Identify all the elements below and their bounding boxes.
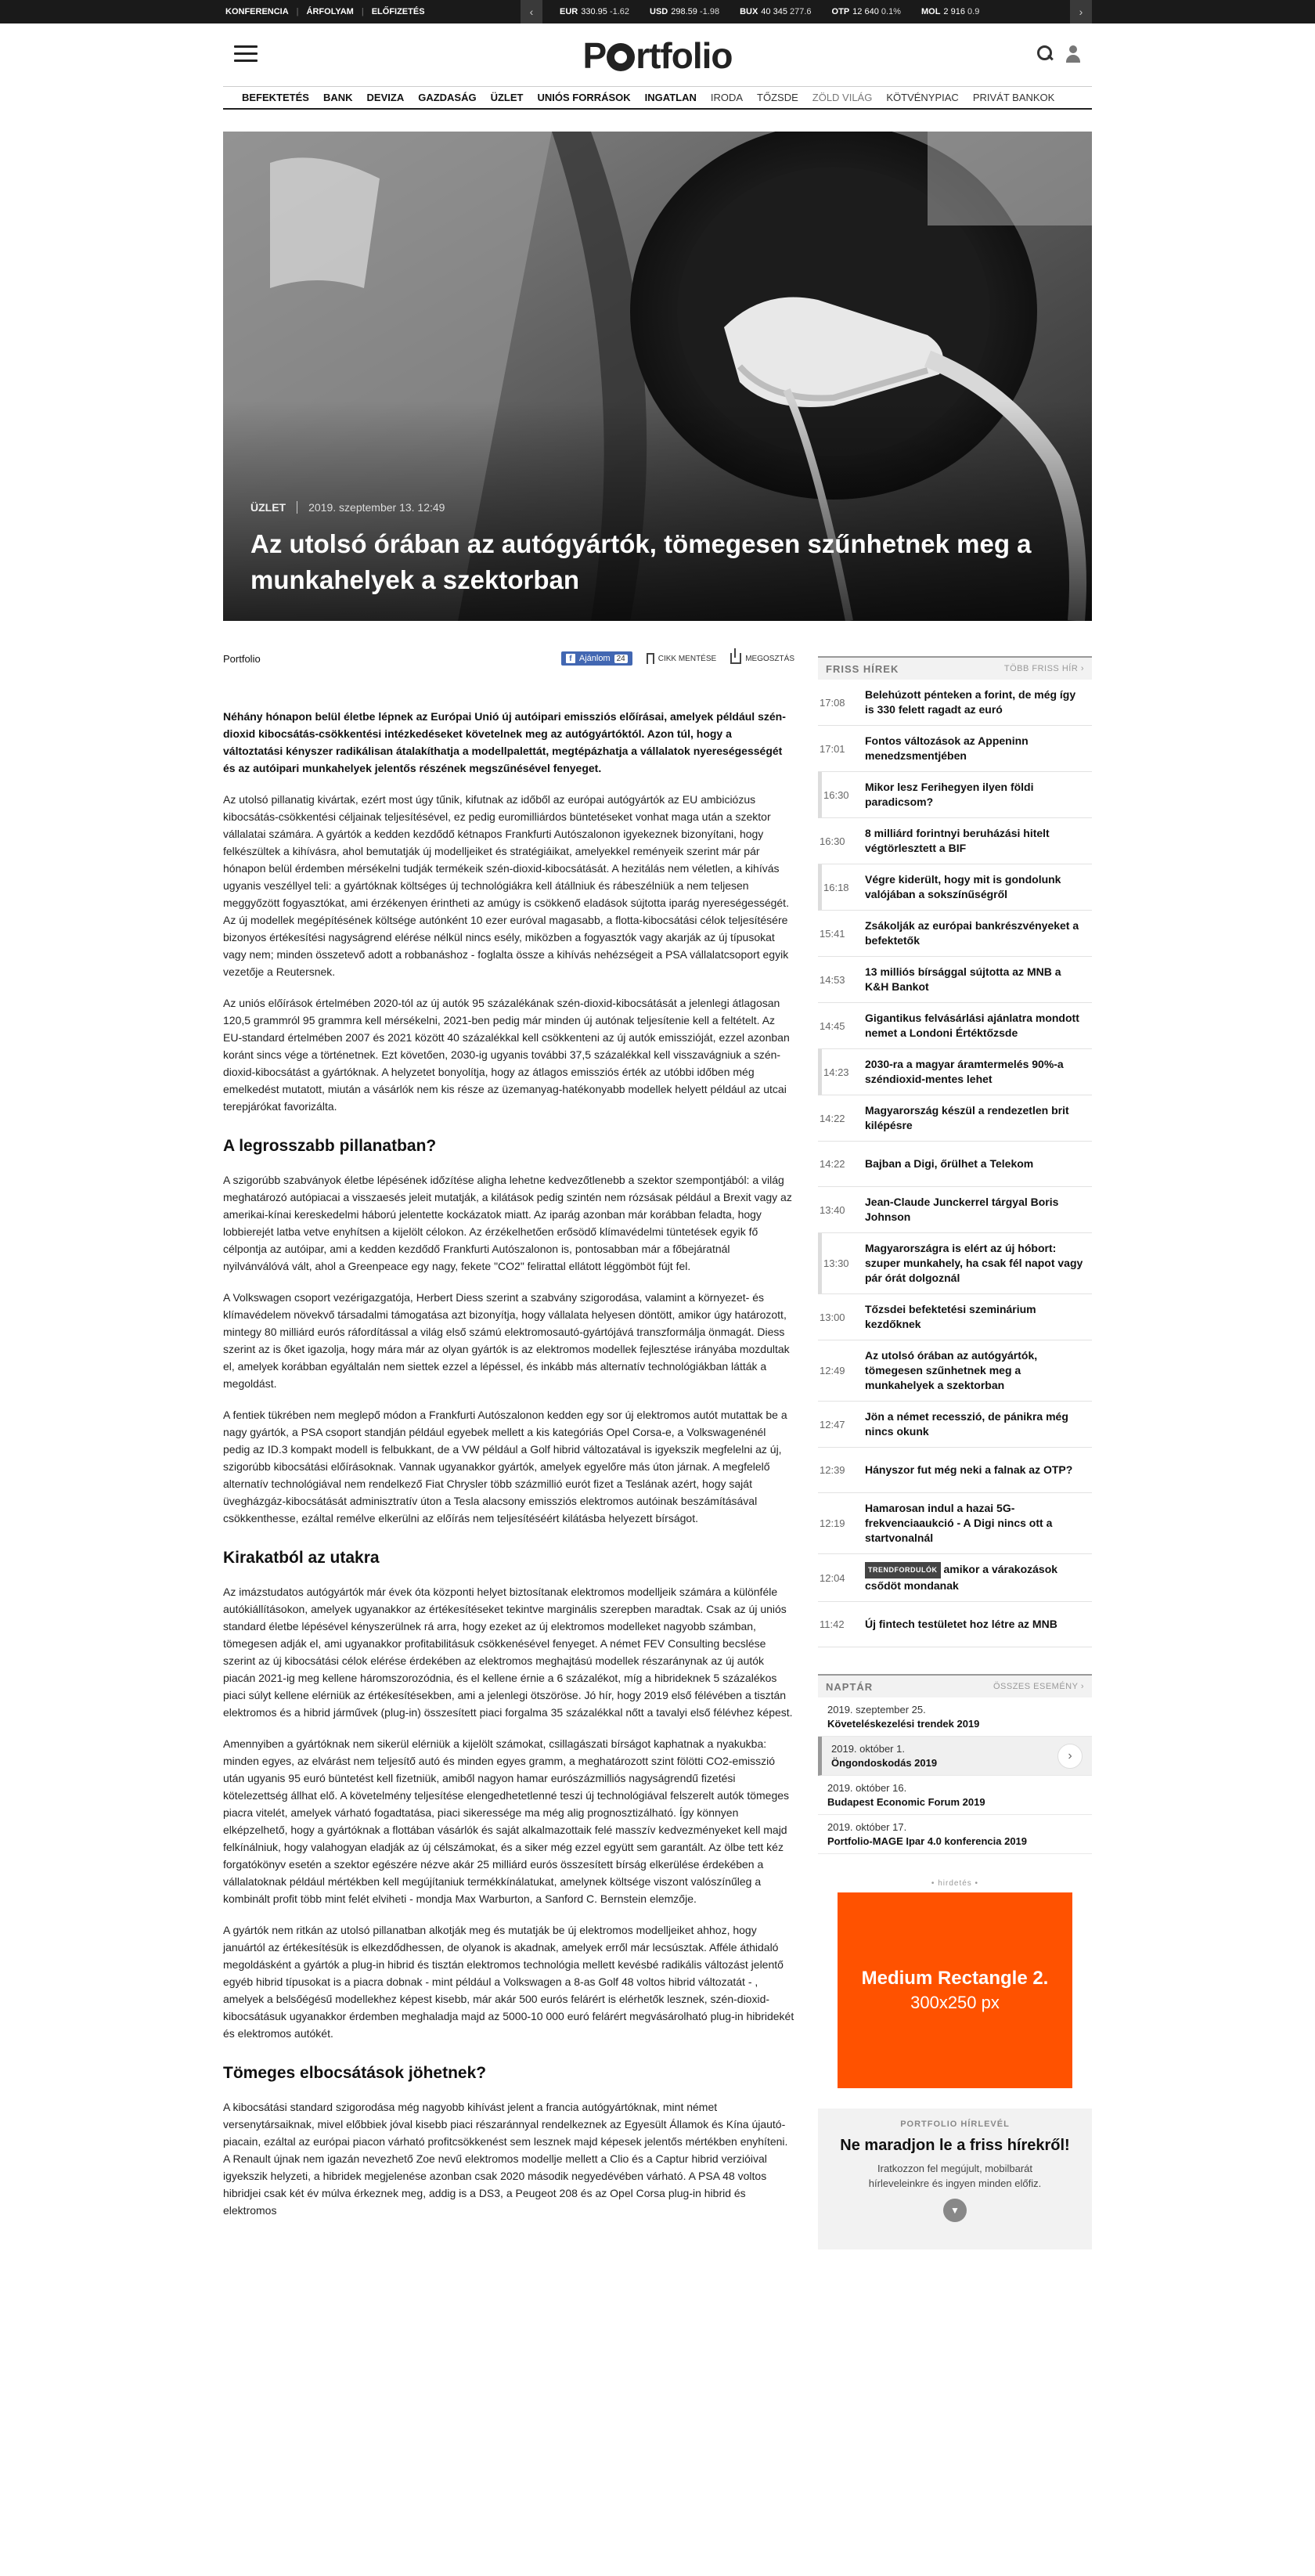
ticker-item-bux[interactable]: BUX 40 345 277.6: [740, 7, 812, 16]
separator: |: [361, 7, 364, 16]
news-item[interactable]: [818, 1602, 1092, 1647]
share-button[interactable]: MEGOSZTÁS: [730, 653, 794, 664]
newsletter-box: [818, 2109, 1092, 2249]
save-article-button[interactable]: CIKK MENTÉSE: [647, 653, 716, 664]
news-time: 13:30: [823, 1257, 849, 1269]
ad-size: 300x250 px: [910, 1993, 1000, 2012]
article-lead: Néhány hónapon belül életbe lépnek az Európai Unió új autóipari emissziós előírásai, amelyek például szén-dioxid kibocsátás-csökkentési intézkedéseket követelnek meg az autógyártóktól. Azon túl, hogy a változtatási kényszer radikálisan átalakíthatja a modellpalettát, megtépázhatja a vállalatok nyereségességét és az autóipari munkahelyek jelentős részének megszűnésével fenyeget.: [223, 710, 786, 774]
news-title: [865, 780, 1092, 810]
chevron-right-icon[interactable]: ›: [1057, 1744, 1083, 1769]
news-time: 17:08: [820, 696, 845, 709]
news-title-text: Jean-Claude Junckerrel tárgyal Boris Johnson: [865, 1196, 1059, 1223]
news-title-text: Fontos változások az Appeninn menedzsmentjében: [865, 734, 1029, 762]
calendar-event[interactable]: [818, 1737, 1092, 1776]
nav-item-5[interactable]: UNIÓS FORRÁSOK: [537, 92, 631, 103]
article-content: [223, 791, 794, 2219]
nav-item-11[interactable]: PRIVÁT BANKOK: [972, 92, 1055, 103]
news-title: [865, 1562, 1092, 1593]
news-item[interactable]: [818, 818, 1092, 864]
article-title: Az utolsó órában az autógyártók, tömegesen szűnhetnek meg a munkahelyek a szektorban: [250, 529, 1032, 594]
top-links: [225, 0, 425, 23]
news-item[interactable]: [818, 1448, 1092, 1493]
more-news-link[interactable]: TÖBB FRISS HÍR ›: [1003, 664, 1084, 673]
ticker-item-otp[interactable]: OTP 12 640 0.1%: [831, 7, 901, 16]
news-item[interactable]: [818, 1095, 1092, 1142]
facebook-like-button[interactable]: f Ajánlom 24: [561, 651, 632, 666]
news-item[interactable]: [818, 1554, 1092, 1602]
news-time: 12:19: [820, 1517, 845, 1529]
news-title: [865, 1103, 1092, 1133]
news-title: [865, 1057, 1092, 1087]
portfolio-logo[interactable]: P rtfolio: [582, 35, 733, 76]
news-title-text: Az utolsó órában az autógyártók, tömegesen szűnhetnek meg a munkahelyek a szektorban: [865, 1349, 1038, 1391]
main-nav: [223, 86, 1092, 110]
search-icon[interactable]: [1037, 45, 1053, 61]
top-link-elofizetes[interactable]: ELŐFIZETÉS: [371, 7, 425, 16]
news-item[interactable]: [818, 726, 1092, 772]
news-time: 12:49: [820, 1365, 845, 1376]
chevron-down-icon[interactable]: ▼: [943, 2199, 967, 2222]
medium-rectangle-ad[interactable]: [838, 1892, 1072, 2088]
news-time: 14:22: [820, 1112, 845, 1124]
article-subheading: Kirakatból az utakra: [223, 1549, 380, 1567]
article-paragraph: Az imázstudatos autógyártók már évek óta központi helyet biztosítanak elektromos modelljeik számára a különféle autókiállításokon, amelyek ugyanakkor az értékesítéseket tekintve marginális szerepben maradtak. Csak az új uniós standard életbe lépésével kényszerülnek rá arra, hogy ezeket az új elektromos modelleket nagyobb számban, tömegesen adják el, ami ugyanakkor profitabilitásuk csökkenésével fenyeget. A német FEV Consulting becslése szerint az új kibocsátási célok elérése érdekében az elektromos meghajtású modellek részaránynak az új autók piacán 2021-ig meg kellene háromszorozódnia, és el kellene érnie a 6 százalékot, míg a hibrideknek 5 százalékos piaci súlyt kellene elérniük az értékesítésekben, ami a jelenlegi ötszöröse. Jó hír, hogy 2019 első félévében a tisztán elektromos és a hibrid járművek (plug-in) összesített piaci forgalma 35 százalékkal nőtt a tavalyi első félévhez képest.: [223, 1586, 793, 1719]
user-icon[interactable]: [1065, 45, 1081, 63]
article-subheading: A legrosszabb pillanatban?: [223, 1137, 437, 1155]
news-time: 17:01: [820, 742, 845, 755]
news-title-text: Mikor lesz Ferihegyen ilyen földi paradicsom?: [865, 781, 1034, 808]
news-title: [865, 1617, 1092, 1632]
newsletter-kicker: PORTFOLIO HÍRLEVÉL: [900, 2120, 1010, 2129]
news-title-text: 8 milliárd forintnyi beruházási hitelt végtörlesztett a BIF: [865, 827, 1050, 854]
event-date: 2019. október 16.: [827, 1782, 907, 1794]
news-item[interactable]: [818, 1187, 1092, 1233]
news-title: [865, 965, 1092, 994]
event-name: Követeléskezelési trendek 2019: [827, 1718, 980, 1730]
nav-item-2[interactable]: DEVIZA: [366, 92, 405, 103]
news-time: 12:04: [820, 1571, 845, 1584]
article-actions: [561, 651, 794, 666]
news-item[interactable]: [818, 1402, 1092, 1448]
news-title-text: Gigantikus felvásárlási ajánlatra mondott nemet a Londoni Értéktőzsde: [865, 1012, 1079, 1039]
calendar-event[interactable]: [818, 1815, 1092, 1854]
news-title: [865, 1409, 1092, 1439]
news-title: [865, 826, 1092, 856]
news-time: 15:41: [820, 927, 845, 940]
news-item[interactable]: [818, 1340, 1092, 1402]
news-title-text: Zsákolják az európai bankrészvényeket a befektetők: [865, 919, 1079, 947]
event-date: 2019. október 17.: [827, 1821, 907, 1833]
ticker-items: [542, 7, 1070, 16]
article-paragraph: Az uniós előírások értelmében 2020-tól az új autók 95 százalékának szén-dioxid-kibocsátását a jelenlegi átlagosan 120,5 grammról 95 grammra kell mérsékelni, 2021-ben pedig már minden új autónak teljesítenie kell a feltételt. Az EU-standard értelmében 2007 és 2021 között 40 százalékkal kell csökkenteni az új autók emisszióját, ezzel azonban koránt sincs vége a történetnek. Ezt követően, 2030-ig ugyanis további 37,5 százalékkal kell visszavágniuk a szén-dioxid-kibocsátást a gyártóknak. A helyzetet bonyolítja, hogy az átlagos emissziós érték az utóbbi időben még emelkedést mutatott, miután a vásárlók nem kis része az üzemanyag-hatékonyabb modellek helyett például az utcai terepjárókat favorizálta.: [223, 997, 790, 1113]
logo-o-mark: [607, 43, 635, 71]
ticker-prev-button[interactable]: ‹: [521, 0, 542, 23]
sidebar: [818, 656, 1092, 2249]
news-item[interactable]: [818, 864, 1092, 911]
news-title-text: 2030-ra a magyar áramtermelés 90%-a széndioxid-mentes lehet: [865, 1058, 1064, 1085]
nav-item-0[interactable]: BEFEKTETÉS: [242, 92, 309, 103]
news-title-text: Magyarország készül a rendezetlen brit kilépésre: [865, 1104, 1069, 1131]
news-title-text: Tőzsdei befektetési szeminárium kezdőknek: [865, 1303, 1036, 1330]
news-title: [865, 1195, 1092, 1225]
news-title-text: Hamarosan indul a hazai 5G-frekvenciaaukció - A Digi nincs ott a startvonalnál: [865, 1502, 1053, 1544]
nav-item-1[interactable]: BANK: [322, 92, 353, 103]
article-paragraph: Amennyiben a gyártóknak nem sikerül elérniük a kijelölt számokat, csillagászati bírságot kaphatnak a nyakukba: minden egyes, az elvárást nem teljesítő autó és minden egyes gramm, a meghatározott szint fölötti CO2-emisszió után ugyanis 95 euró büntetést kell fizetniük, amiből nagyon hamar eurószázmilliós nagyságrendű fizetési kötelezettség állhat elő. A követelmény teljesítése elengedhetetlenné teszi új technológiával felszerelt autók tömeges piacra vitelét, amelyek várható fogadtatása, piaci sikeressége ma még alig prognosztizálható. Így könnyen elképzelhető, hogy a gyártóknak a flottában vásárlók és saját alkalmazottaik felé masszív kedvezményeket kell majd felkínálniuk, hogy valahogyan eladják az új célszámokat, és a siker még ezzel együtt sem garantált. Az ölbe tett kéz forgatókönyv esetén a szektor egészére nézve akár 25 milliárd eurós összesített bírság elkerülése érdekében a vállalatoknak például mértékben kell megújítaniuk termékkínálatukat, amelynek költsége viszont valószínűleg a kombinált profit több mint felét elviheti - mondja Max Warburton, a Sanford C. Bernstein elemzője.: [223, 1737, 790, 1905]
news-tag: TRENDFORDULÓK: [865, 1562, 941, 1578]
news-title: [865, 1348, 1092, 1393]
news-time: 12:47: [820, 1418, 845, 1431]
news-title-text: Belehúzott pénteken a forint, de még így is 330 felett ragadt az euró: [865, 688, 1076, 716]
calendar-title: NAPTÁR: [826, 1680, 874, 1693]
site-header: [223, 23, 1092, 86]
top-link-arfolyam[interactable]: ÁRFOLYAM: [306, 7, 354, 16]
publish-date: 2019. szeptember 13. 12:49: [308, 501, 445, 514]
news-title: [865, 872, 1092, 902]
news-title: [865, 734, 1092, 763]
latest-news-title: FRISS HÍREK: [826, 662, 899, 675]
news-title-text: Bajban a Digi, őrülhet a Telekom: [865, 1157, 1034, 1170]
news-title-text: Jön a német recesszió, de pánikra még nincs okunk: [865, 1410, 1068, 1438]
nav-item-9[interactable]: ZÖLD VILÁG: [812, 92, 873, 103]
article-body: [223, 642, 794, 2219]
news-item[interactable]: [818, 911, 1092, 957]
news-time: 11:42: [820, 1618, 845, 1630]
news-time: 14:53: [820, 973, 845, 986]
article-paragraph: A kibocsátási standard szigorodása még nagyobb kihívást jelent a francia autógyártóknak, mint német versenytársaiknak, mivel előbbiek jóval kisebb piaci részaránnyal rendelkeznek az Egyesült Államok és Kína újautó-piacain, ezáltal az európai piacon várható profitcsökkenést sem lesznek majd képesek jelentős mértékben enyhíteni. A Renault újnak nem igazán nevezhető Zoe nevű elektromos modellje mellett a Clio és a Captur hibrid verzióival igyekszik helyzeti, a hibridek megjelenése azonban csak 2020 második negyedévében várható. A PSA 48 voltos hibridjei csak két év múlva érkeznek meg, addig is a DS3, a Peugeot 208 és az Opel Corsa plug-in hibrid és elektromos: [223, 2101, 788, 2217]
news-title: [865, 687, 1092, 717]
article-paragraph: A Volkswagen csoport vezérigazgatója, Herbert Diess szerint a szabvány szigorodása, valamint a környezet- és klímavédelem növekvő társadalmi támogatása azt bizonyítja, hogy vállalata helyesen döntött, amikor úgy határozott, mintegy 80 milliárd eurós ráfordítással a világ első számú elektromosautó-gyártójává transzformálja önmagát. Diess szerint az is őket igazolja, hogy mára már az olyan gyártók is az elektromos modellek fejlesztése irányába mozdultak el, amelyek korábban egyáltalán nem siettek ezzel a lépéssel, és inkább más alternatív technológiákban látták a megoldást.: [223, 1291, 790, 1390]
news-time: 13:40: [820, 1203, 845, 1216]
news-title: [865, 918, 1092, 948]
news-title-text: Végre kiderült, hogy mit is gondolunk valójában a sokszínűségről: [865, 873, 1061, 900]
facebook-icon: f: [566, 654, 575, 663]
latest-news-header: [818, 656, 1092, 680]
nav-item-3[interactable]: GAZDASÁG: [418, 92, 477, 103]
like-count: 24: [614, 655, 628, 663]
ticker-item-usd[interactable]: USD 298.59 -1.98: [650, 7, 720, 16]
ad-label: • hirdetés •: [931, 1879, 979, 1888]
top-bar: [0, 0, 1315, 23]
top-link-konferencia[interactable]: KONFERENCIA: [225, 7, 289, 16]
news-item[interactable]: [818, 1003, 1092, 1049]
rate-ticker: [521, 0, 1092, 23]
news-title: [865, 1156, 1092, 1171]
news-item[interactable]: [818, 680, 1092, 726]
nav-item-6[interactable]: INGATLAN: [644, 92, 697, 103]
news-time: 16:30: [823, 788, 849, 801]
header-icons: [1037, 45, 1081, 63]
event-name: Budapest Economic Forum 2019: [827, 1796, 985, 1808]
news-title: [865, 1501, 1092, 1546]
latest-news-list: [818, 680, 1092, 1647]
news-title-text: Magyarországra is elért az új hóbort: szuper munkahely, ha csak fél napot vagy pár órát dolgoznál: [865, 1242, 1083, 1284]
news-item[interactable]: [818, 1233, 1092, 1294]
share-icon: [730, 653, 741, 664]
news-item[interactable]: [818, 772, 1092, 818]
nav-item-7[interactable]: IRODA: [710, 92, 744, 103]
newsletter-text: Iratkozzon fel megújult, mobilbarát hírleveleinkre és ingyen minden előfiz.: [868, 2163, 1042, 2189]
news-item[interactable]: [818, 1294, 1092, 1340]
news-title-text: Hányszor fut még neki a falnak az OTP?: [865, 1463, 1073, 1476]
event-name: Portfolio-MAGE Ipar 4.0 konferencia 2019: [827, 1835, 1028, 1847]
news-title-text: amikor a várakozások csődöt mondanak: [865, 1563, 1058, 1592]
newsletter-title: Ne maradjon le a friss hírekről!: [840, 2137, 1070, 2154]
ticker-item-eur[interactable]: EUR 330.95 -1.62: [560, 7, 630, 16]
news-time: 14:22: [820, 1158, 845, 1170]
news-item[interactable]: [818, 1142, 1092, 1187]
article-paragraph: A fentiek tükrében nem meglepő módon a Frankfurti Autószalonon kedden egy sor új elektromos autót mutattak be a nagy gyártók, a PSA csoport standján például egyebek mellett a kis kategóriás Opel Corsa-e, a Volkswagenénél pedig az ID.3 kompakt modell is felbukkant, de a VW például a Golf hibrid változatával is igyekszik megfelelni az új, szigorúbb kibocsátási előírásoknak. Vannak ugyanakkor gyártók, amelyek egyelőre más úton járnak. A megfelelő alternatív technológiával nem rendelkező Fiat Chrysler több százmillió eurót fizet a Teslának azért, hogy saját üvegházgáz-kibocsátását adminisztratív úton a Tesla alacsony emissziós elektromos autóinak beszámításával csökkenthesse, ezáltal remélve elkerülni az előírás nem teljesítéséért kilátásba helyezett bírságot.: [223, 1409, 787, 1524]
news-time: 14:23: [823, 1066, 849, 1078]
event-name: Öngondoskodás 2019: [831, 1757, 938, 1769]
calendar-box: [818, 1674, 1092, 1854]
news-time: 12:39: [820, 1464, 845, 1476]
category-link[interactable]: ÜZLET: [250, 501, 286, 514]
article-paragraph: A gyártók nem ritkán az utolsó pillanatban alkotják meg és mutatják be új elektromos modelljeiket ahhoz, hogy januártól az értékesítésük is elkezdődhessen, de olyanok is akadnak, amelyek erről már lecsúsztak. Afféle áthidaló megoldásként a gyártók a plug-in hibrid és tisztán elektromos technológia mellett kevésbé radikális változást jelentő egyéb hibrid típusokat is a piacra dobnak - mint például a Volkswagen a 8-as Golf 48 voltos hibrid változatát - , amelyek a belsőégésű modellekhez képest kisebb, már akár 500 eurós felárért is elérhetők lesznek, szén-dioxid-kibocsátásuk ugyanakkor érdemben meghaladja majd az 5000-10 000 euró felárért megvásárolható plug-in hibridekét és elektromos autókét.: [223, 1924, 794, 2040]
ticker-item-mol[interactable]: MOL 2 916 0.9: [920, 7, 980, 16]
nav-item-8[interactable]: TŐZSDE: [757, 92, 798, 103]
article-paragraph: Az utolsó pillanatig kivártak, ezért most úgy tűnik, kifutnak az időből az európai autógyártók az EU ambiciózus kibocsátás-csökkentési céljainak teljesítésével, ez pedig euromilliárdos büntetéseket vonhat maga után a szektor vállalatai számára. A gyártók a kedden kezdődő kétnapos Frankfurti Autószalonon igyekeznek bizonyítani, hogy felkészültek a kihívásra, ahol bemutatják új modelljeiket és stratégiáikat, amelyekkel reményeik szerint már pár hónapon belül érdemben mérsékelni tudják termékeik szén-dioxid-kibocsátását. A hezitálás nem véletlen, a kihívás ugyanis veszéllyel teli: a gyártóknak költséges új technológiákra kell átállniuk és rábeszélniük a nem teljesen meggyőzött fogyasztókat, ami érzékenyen érintheti az amúgy is csökkenő eladások sújtotta iparág nyereségességét. Az új modellek megépítésének költsége autónként 10 ezer euróval magasabb, a flotta-kibocsátási célok teljesítésére bizonyos értékesítési nagyságrend elérése nélkül nincs esély, miközben a fogyasztók vagy akarják az új típusokat vagy nem; minden összetevő adott a robbanáshoz - foglalta össze a kihívás nehézségeit a PSA vállalatcsoport egyik vezetője a Reutersnek.: [223, 793, 789, 978]
ad-title: Medium Rectangle 2.: [861, 1968, 1049, 1989]
news-time: 13:00: [820, 1311, 845, 1323]
event-date: 2019. október 1.: [831, 1743, 905, 1755]
news-title: [865, 1463, 1092, 1477]
calendar-event[interactable]: [818, 1776, 1092, 1815]
article-paragraph: A szigorúbb szabványok életbe lépésének időzítése aligha lehetne kedvezőtlenebb a szektor szempontjából: a világ meghatározó autópiacai a visszaesés jeleit mutatják, a kilátások pedig szintén nem rózsásak például a Brexit vagy az amerikai-kínai kereskedelmi háború jelentette kockázatok miatt. Az iparág azonban már korábban feladta, hogy lobbierejét latba vetve enyhítsen a kijelölt célokon. Az érzékelhetően erősödő klímavédelmi tüntetések egyik fő célpontja az autóipar, ami a kedden kezdődő Frankfurti Autószalonon is, pontosabban már a főbejáratnál nyilvánválóvá vált, ahol a Greenpeace egy nagy, fekete "CO2" felirattal ellátott léggömböt fújt fel.: [223, 1174, 792, 1272]
news-title-text: Új fintech testületet hoz létre az MNB: [865, 1618, 1057, 1630]
news-title-text: 13 milliós bírsággal sújtotta az MNB a K&H Bankot: [865, 965, 1061, 993]
event-date: 2019. szeptember 25.: [827, 1704, 926, 1716]
byline-row: [223, 642, 794, 675]
news-title: [865, 1241, 1092, 1286]
bookmark-icon: [647, 653, 654, 664]
calendar-header: [818, 1674, 1092, 1697]
news-time: 16:18: [823, 881, 849, 893]
all-events-link[interactable]: ÖSSZES ESEMÉNY ›: [993, 1682, 1084, 1691]
separator: |: [296, 7, 299, 16]
calendar-event[interactable]: [818, 1697, 1092, 1737]
news-title: [865, 1011, 1092, 1041]
news-title: [865, 1302, 1092, 1332]
author-name[interactable]: Portfolio: [223, 652, 261, 665]
calendar-list: [818, 1697, 1092, 1854]
news-time: 14:45: [820, 1019, 845, 1032]
article-subheading: Tömeges elbocsátások jöhetnek?: [223, 2064, 487, 2082]
ticker-next-button[interactable]: ›: [1070, 0, 1092, 23]
news-item[interactable]: [818, 1049, 1092, 1095]
hero-meta: [250, 501, 445, 514]
news-item[interactable]: [818, 1493, 1092, 1554]
nav-item-10[interactable]: KÖTVÉNYPIAC: [886, 92, 959, 103]
hero-image: [223, 132, 1092, 621]
news-time: 16:30: [820, 835, 845, 847]
news-item[interactable]: [818, 957, 1092, 1003]
nav-item-4[interactable]: ÜZLET: [490, 92, 524, 103]
